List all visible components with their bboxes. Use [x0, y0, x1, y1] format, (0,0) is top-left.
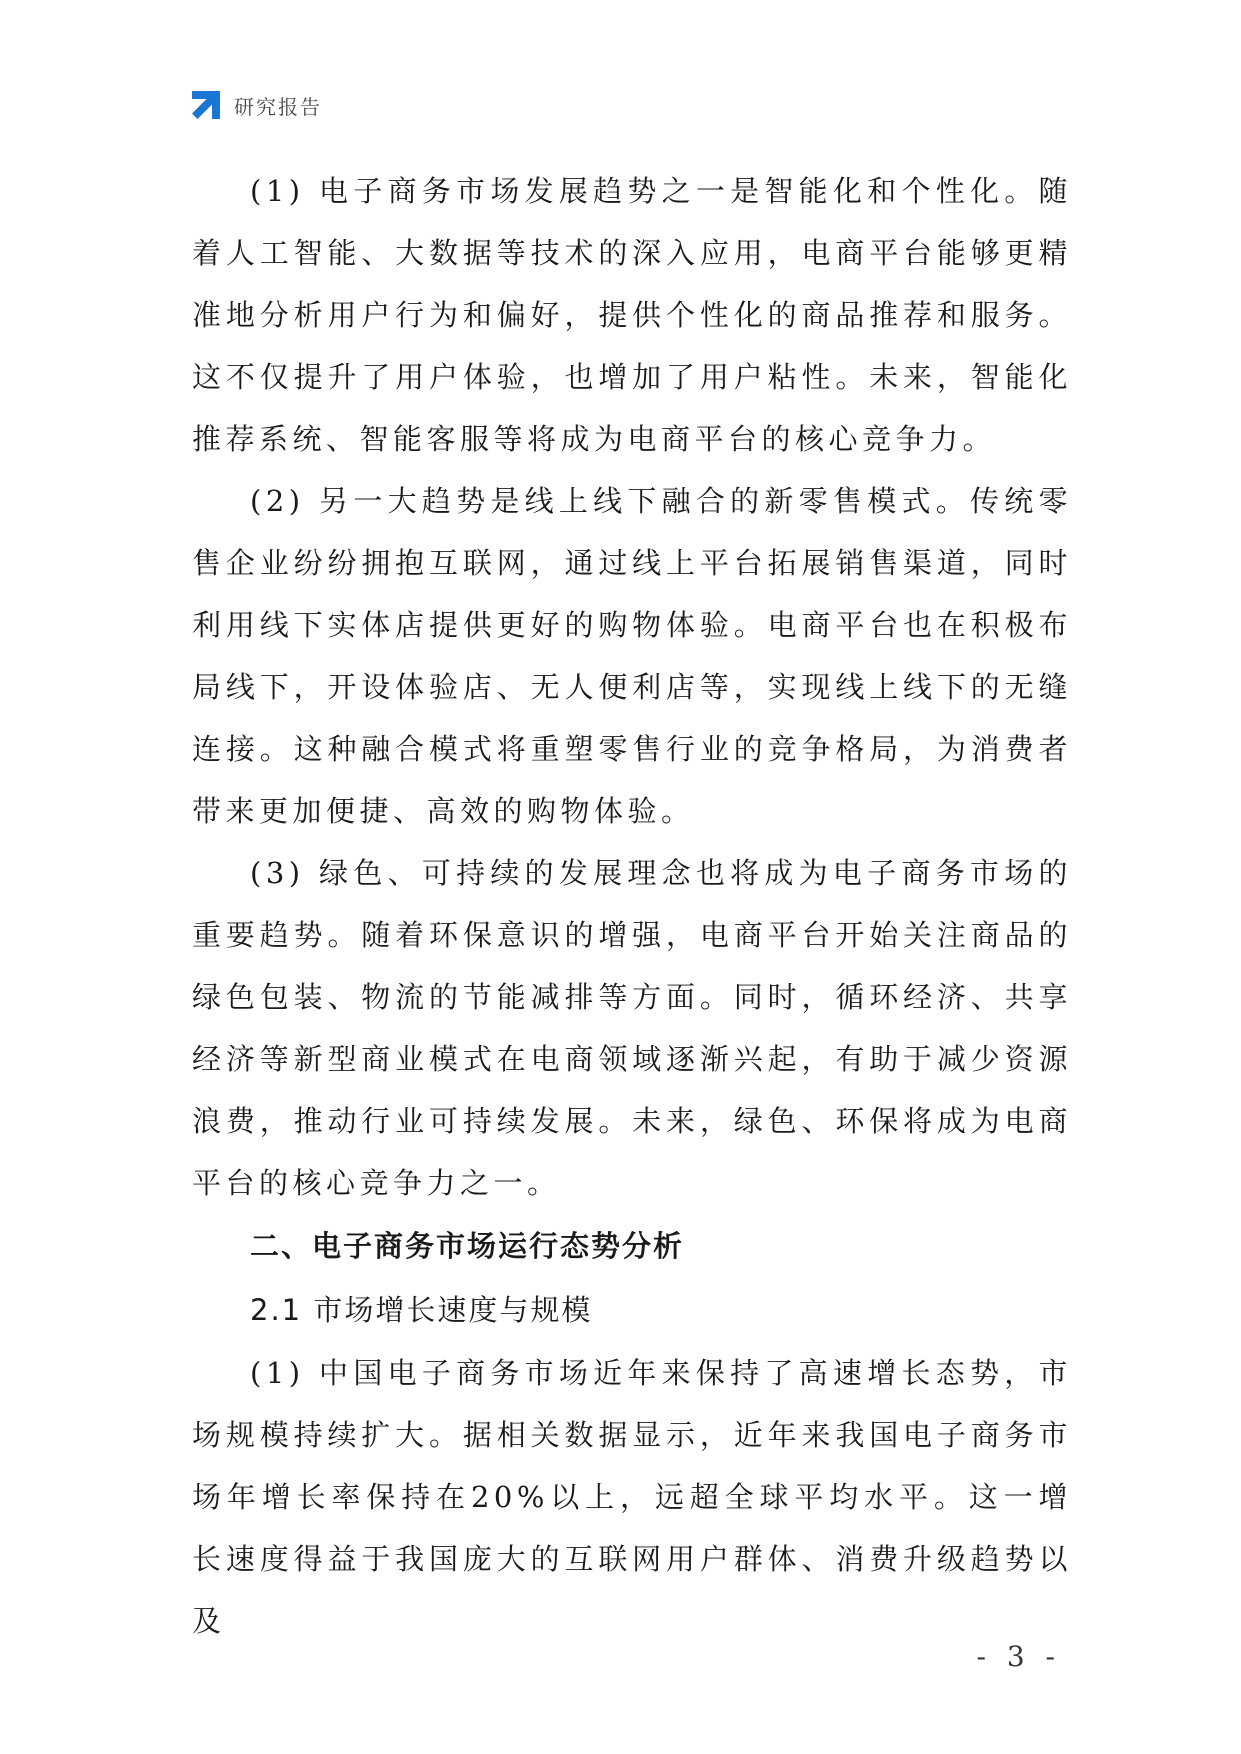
paragraph-trend-intelligence: (1) 电子商务市场发展趋势之一是智能化和个性化。随着人工智能、大数据等技术的深入应用，电商平台能够更精准地分析用户行为和偏好，提供个性化的商品推荐和服务。这不仅提升了用户体验，也增加了用户粘性。未来，智能化推荐系统、智能客服等将成为电商平台的核心竞争力。: [192, 174, 1072, 456]
arrow-up-right-icon: [190, 89, 222, 121]
section-heading: 二、电子商务市场运行态势分析: [250, 1229, 685, 1263]
report-title: 研究报告: [234, 94, 322, 119]
paragraph-trend-new-retail: (2) 另一大趋势是线上线下融合的新零售模式。传统零售企业纷纷拥抱互联网，通过线上平台拓展销售渠道，同时利用线下实体店提供更好的购物体验。电商平台也在积极布局线下，开设体验店、无人便利店等，实现线上线下的无缝连接。这种融合模式将重塑零售行业的竞争格局，为消费者带来更加便捷、高效的购物体验。: [192, 484, 1072, 828]
document-body: [192, 160, 1072, 1652]
paragraph-trend-green: (3) 绿色、可持续的发展理念也将成为电子商务市场的重要趋势。随着环保意识的增强，电商平台开始关注商品的绿色包装、物流的节能减排等方面。同时，循环经济、共享经济等新型商业模式在电商领域逐渐兴起，有助于减少资源浪费，推动行业可持续发展。未来，绿色、环保将成为电商平台的核心竞争力之一。: [192, 856, 1072, 1200]
page-number: - 3 -: [976, 1640, 1061, 1673]
report-header: [190, 88, 322, 122]
paragraph-market-growth: (1) 中国电子商务市场近年来保持了高速增长态势，市场规模持续扩大。据相关数据显示，近年来我国电子商务市场年增长率保持在20%以上，远超全球平均水平。这一增长速度得益于我国庞大的互联网用户群体、消费升级趋势以及: [192, 1356, 1072, 1638]
subsection-heading: 2.1 市场增长速度与规模: [250, 1293, 593, 1327]
